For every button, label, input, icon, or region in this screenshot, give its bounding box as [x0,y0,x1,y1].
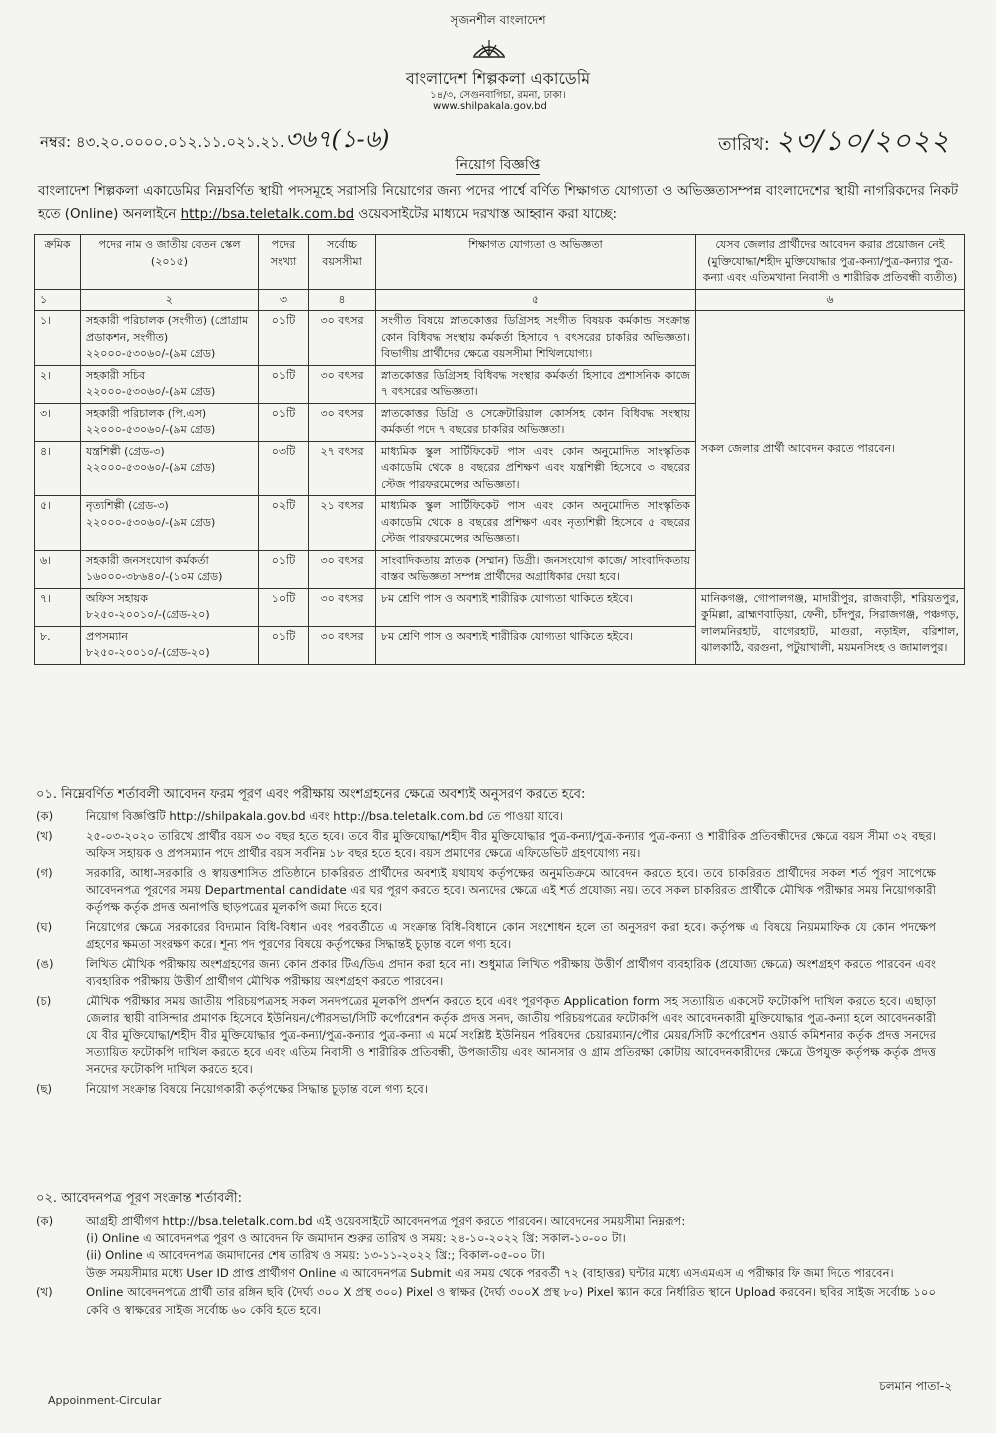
table-row: ১। সহকারী পরিচালক (সংগীত) (প্রোগ্রাম প্রডাকশন, সংগীত) ২২০০০-৫৩০৬০/-(৯ম গ্রেড) ০১টি ৩০ বৎসর সংগীত বিষয়ে স্নাতকোত্তর ডিগ্রিসহ সংগীত বিষয়ক কর্মকান্ড সংক্রান্ত কোন বিধিবদ্ধ সংস্থায় কর্মকর্তা হিসাবে ৭ বৎসরের চাকরির অভিজ্ঞতা। বিভাগীয় প্রার্থীদের ক্ষেত্রে বয়সসীমা শিথিলযোগ্য। সকল জেলার প্রার্থী আবেদন করতে পারবেন। [35,311,965,366]
memo-number-label: নম্বর: ৪৩.২০.০০০০.০১২.১১.০২১.২১. [40,133,285,151]
post-scale: ২২০০০-৫৩০৬০/-(৯ম গ্রেড) [86,461,216,474]
list-item: (ঙ) লিখিত মৌখিক পরীক্ষায় অংশগ্রহণের জন্য কোন প্রকার টিএ/ডিএ প্রদান করা হবে না। শুধুমাত্র লিখিত পরীক্ষায় উত্তীর্ণ প্রার্থীগণ ব্যবহারিক (প্রযোজ্য ক্ষেত্রে) অংশগ্রহণ করতে পারবেন এবং ব্যবহারিক পরীক্ষায় উত্তীর্ণ প্রার্থীগণ মৌখিক পরীক্ষায় অংশগ্রহণ করতে পারবেন। [36,956,936,988]
list-item: (ছ) নিয়োগ সংক্রান্ত বিষয়ে নিয়োগকারী কর্তৃপক্ষের সিদ্ধান্ত চূড়ান্ত বলে গণ্য হবে। [36,1082,428,1097]
memo-date-label: তারিখ: [718,134,770,155]
post-name: সহকারী সচিব [86,368,146,382]
table-row: ৭। অফিস সহায়ক ৮২৫০-২০০১০/-(গ্রেড-২০) ১০টি ৩০ বৎসর ৮ম শ্রেণি পাস ও অবশ্যই শারীরিক যোগ্যতা থাকিতে হইবে। মানিকগঞ্জ, গোপালগঞ্জ, মাদারীপুর, রাজবাড়ী, শরিয়তপুর, কুমিল্লা, ব্রাহ্মণবাড়িয়া, ফেনী, চাঁদপুর, সিরাজগঞ্জ, পঞ্চগড়, লালমনিরহাট, বাগেরহাট, মাগুরা, নড়াইল, বরিশাল, ঝালকাঠি, বরগুনা, পটুয়াখালী, ময়মনসিংহ ও জামালপুর। [35,588,965,626]
memo-date-handwritten: ২৩/১০/২০২২ [775,124,950,157]
posts-table [34,234,965,665]
post-scale: ২২০০০-৫৩০৬০/-(৯ম গ্রেড) [86,515,216,529]
teletalk-link[interactable]: http://bsa.teletalk.com.bd [180,207,355,222]
post-name: নৃত্যশিল্পী (গ্রেড-৩) [86,499,169,512]
table-row: ৮. প্রপসম্যান ৮২৫০-২০০১০/-(গ্রেড-২০) ০১টি ৩০ বৎসর ৮ম শ্রেণি পাস ও অবশ্যই শারীরিক যোগ্যতা থাকিতে হইবে। [35,626,965,664]
list-item: (ঘ) নিয়োগের ক্ষেত্রে সরকারের বিদ্যমান বিধি-বিধান এবং পরবর্তীতে এ সংক্রান্ত বিধি-বিধানে কোন সংশোধন হলে তা অনুসরণ করা হবে। কর্তৃপক্ষ এ বিষয়ে নিয়মমাফিক যে কোন পদক্ষেপ গ্রহণের ক্ষমতা সংরক্ষণ করে। শূন্য পদ পূরণের বিষয়ে কর্তৃপক্ষের সিদ্ধান্তই চূড়ান্ত বলে গণ্য হবে। [36,919,936,951]
list-item: (ক) আগ্রহী প্রার্থীগণ http://bsa.teletalk.com.bd এই ওয়েবসাইটে আবেদনপত্র পূরণ করতে পারবেন। আবেদনের সময়সীমা নিম্নরূপ: (i) Online এ আবেদনপত্র পূরণ ও আবেদন ফি জমাদান শুরুর তারিখ ও সময়: ২৪-১০-২০২২ খ্রি: সকাল-১০-০০ টা। (ii) Online এ আবেদনপত্র জমাদানের শেষ তারিখ ও সময়: ১৩-১১-২০২২ খ্রি:; বিকাল-০৫-০০ টা। উক্ত সময়সীমার মধ্যে User ID প্রাপ্ত প্রার্থীগণ Online এ আবেদনপত্র Submit এর সময় থেকে পরবর্তী ৭২ (বাহাত্তর) ঘন্টার মধ্যে এসএমএস এ পরীক্ষার ফি জমা দিতে পারবেন। [36,1214,894,1280]
table-row: ৩। সহকারী পরিচালক (পি.এস) ২২০০০-৫৩০৬০/-(৯ম গ্রেড) ০১টি ৩০ বৎসর স্নাতকোত্তর ডিগ্রি ও সেক্রেটারিয়াল কোর্সসহ কোন বিধিবদ্ধ সংস্থায় কর্মকর্তা পদে ৭ বছরের চাকরির অভিজ্ঞতা। [35,403,965,441]
section2-heading: ০২. আবেদনপত্র পূরণ সংক্রান্ত শর্তাবলী: [36,1191,243,1206]
section1-list [36,808,936,1101]
post-scale: ১৬০০০-৩৮৬৪০/-(১০ম গ্রেড) [86,570,223,583]
notice-title: নিয়োগ বিজ্ঞপ্তি [455,157,541,173]
academy-emblem-icon [470,36,508,60]
post-scale: ৮২৫০-২০০১০/-(গ্রেড-২০) [86,608,210,621]
districts-excluded-cell: মানিকগঞ্জ, গোপালগঞ্জ, মাদারীপুর, রাজবাড়ী, শরিয়তপুর, কুমিল্লা, ব্রাহ্মণবাড়িয়া, ফেনী, চাঁদপুর, সিরাজগঞ্জ, পঞ্চগড়, লালমনিরহাট, বাগেরহাট, মাগুরা, নড়াইল, বরিশাল, ঝালকাঠি, বরগুনা, পটুয়াখালী, ময়মনসিংহ ও জামালপুর। [696,588,965,664]
header-districts: যেসব জেলার প্রার্থীদের আবেদন করার প্রয়োজন নেই (মুক্তিযোদ্ধা/শহীদ মুক্তিযোদ্ধার পুত্র-কন্যা/পুত্র-কন্যার পুত্র-কন্যা এবং এতিমখানা নিবাসী ও শারীরিক প্রতিবন্ধী ব্যতীত) [696,235,965,290]
header-age-limit: সর্বোচ্চ বয়সসীমা [309,235,376,290]
post-name: সহকারী জনসংযোগ কর্মকর্তা [86,553,209,567]
table-row: ৪। যন্ত্রশিল্পী (গ্রেড-৩) ২২০০০-৫৩০৬০/-(৯ম গ্রেড) ০৩টি ২৭ বৎসর মাধ্যমিক স্কুল সার্টিফিকেট পাস এবং কোন অনুমোদিত সাংস্কৃতিক একাডেমি থেকে ৪ বছরের প্রশিক্ষণ এবং যন্ত্রশিল্পী হিসেবে ৩ বছরের স্টেজ পারফরমেন্সের অভিজ্ঞতা। [35,441,965,496]
table-row: ২। সহকারী সচিব ২২০০০-৫৩০৬০/-(৯ম গ্রেড) ০১টি ৩০ বৎসর স্নাতকোত্তর ডিগ্রিসহ বিধিবদ্ধ সংস্থার কর্মকর্তা হিসাবে প্রশাসনিক কাজে ৭ বৎসরের অভিজ্ঞতা। [35,365,965,403]
post-scale: ২২০০০-৫৩০৬০/-(৯ম গ্রেড) [86,385,216,398]
section1-heading: ০১. নিম্নেবর্ণিত শর্তাবলী আবেদন ফরম পূরণ এবং পরীক্ষায় অংশগ্রহনের ক্ষেত্রে অবশ্যই অনুসরণ করতে হবে: [36,787,586,802]
post-name: অফিস সহায়ক [86,591,148,605]
post-name: প্রপসম্যান [86,629,128,643]
list-item: (খ) ২৫-০৩-২০২০ তারিখে প্রার্থীর বয়স ৩০ বছর হতে হবে। তবে বীর মুক্তিযোদ্ধা/শহীদ বীর মুক্তিযোদ্ধার পুত্র-কন্যা/পুত্র-কন্যার পুত্র-কন্যা ও শারীরিক প্রতিবন্ধীদের ক্ষেত্রে বয়স সীমা ৩২ বছর। অফিস সহায়ক ও প্রপসম্যান পদে প্রার্থীর বয়স সর্বনিম্ন ১৮ বছর হতে হবে। বয়স প্রমাণের ক্ষেত্রে এফিডেভিট গ্রহণযোগ্য নয়। [36,828,936,860]
organization-name: বাংলাদেশ শিল্পকলা একাডেমি [405,69,591,88]
table-index-row: ১ ২ ৩ ৪ ৫ ৬ [35,289,965,311]
header-post-name: পদের নাম ও জাতীয় বেতন স্কেল (২০১৫) [81,235,259,290]
footer-filename: Appoinment-Circular [48,1394,162,1407]
post-scale: ২২০০০-৫৩০৬০/-(৯ম গ্রেড) [86,347,216,360]
tagline: সৃজনশীল বাংলাদেশ [450,13,546,27]
continued-page-note: চলমান পাতা-২ [879,1379,952,1393]
table-header-row [35,235,965,290]
list-item: (খ) Online আবেদনপত্রে প্রার্থী তার রঙ্গিন ছবি (দৈর্ঘ্য ৩০০ X প্রস্থ ৩০০) Pixel ও স্বাক্ষর (দৈর্ঘ্য ৩০০X প্রস্থ ৮০) Pixel স্ক্যান করে নির্ধারিত স্থানে Upload করবেন। ছবির সাইজ সর্বোচ্চ ১০০ কেবি ও স্বাক্ষরের সাইজ সর্বোচ্চ ৬০ কেবি হতে হবে। [36,1285,936,1317]
intro-paragraph: বাংলাদেশ শিল্পকলা একাডেমির নিম্নবর্ণিত স্থায়ী পদসমূহে সরাসরি নিয়োগের জন্য পদের পার্শ্বে বর্ণিত শিক্ষাগত যোগ্যতা ও অভিজ্ঞতাসম্পন্ন বাংলাদেশের স্থায়ী নাগরিকদের নিকট হতে (Online) অনলাইনে http://bsa.teletalk.com.bd ওয়েবসাইটের মাধ্যমে দরখাস্ত আহ্বান করা যাচ্ছে: [38,184,958,222]
header-post-count: পদের সংখ্যা [259,235,309,290]
post-scale: ৮২৫০-২০০১০/-(গ্রেড-২০) [86,646,210,659]
section2-list [36,1213,936,1321]
header-qualification: শিক্ষাগত যোগ্যতা ও অভিজ্ঞতা [376,235,696,290]
organization-address: ১৪/৩, সেগুনবাগিচা, রমনা, ঢাকা। [430,90,566,101]
post-scale: ২২০০০-৫৩০৬০/-(৯ম গ্রেড) [86,423,216,436]
organization-website: www.shilpakala.gov.bd [433,101,547,112]
list-item: (ক) নিয়োগ বিজ্ঞপ্তিটি http://shilpakala.gov.bd এবং http://bsa.teletalk.com.bd তে পাওয়া যাবে। [36,809,564,823]
post-name: যন্ত্রশিল্পী (গ্রেড-৩) [86,444,165,458]
memo-row [40,115,970,157]
districts-all-cell: সকল জেলার প্রার্থী আবেদন করতে পারবেন। [696,311,965,589]
list-item: (চ) মৌখিক পরীক্ষার সময় জাতীয় পরিচয়পত্রসহ সকল সনদপত্রের মূলকপি প্রদর্শন করতে হবে এবং পূরণকৃত Application form সহ সত্যায়িত একসেট ফটোকপি দাখিল করতে হবে। এছাড়া জেলার স্থায়ী বাসিন্দার প্রমাণক হিসেবে ইউনিয়ন/পৌরসভা/সিটি কর্পোরেশন কর্তৃক প্রদত্ত সনদ, জাতীয় পরিচয়পত্রের ফটোকপি এবং আবেদনকারী মুক্তিযোদ্ধার পুত্র-কন্যা হলে আবেদনকারী যে বীর মুক্তিযোদ্ধা/শহীদ বীর মুক্তিযোদ্ধার পুত্র-কন্যা/পুত্র-কন্যার পুত্র-কন্যা এ মর্মে সংশ্লিষ্ট ইউনিয়ন পরিষদের চেয়ারম্যান/পৌর মেয়র/সিটি কর্পোরেশন ওয়ার্ড কমিশনার কর্তৃক প্রদত্ত সনদের সত্যায়িত ফটোকপি দাখিল করতে হবে এবং এতিম নিবাসী ও শারীরিক প্রতিবন্ধী, উপজাতীয় এবং আনসার ও গ্রাম প্রতিরক্ষা কোটায় আবেদনকারীদের ক্ষেত্রে উপযুক্ত কর্তৃপক্ষ কর্তৃক প্রদত্ত সনদের ফটোকপি দাখিল করতে হবে। [36,993,936,1077]
memo-number-handwritten: ৩৬৭(১-৬) [284,125,390,153]
list-item: (গ) সরকারি, আধা-সরকারি ও স্বায়ত্তশাসিত প্রতিষ্ঠানে চাকরিরত প্রার্থীদের অবশ্যই যথাযথ কর্তৃপক্ষের অনুমতিক্রমে আবেদন করতে হবে। তবে চাকরিরত প্রার্থীদের সকল শর্ত পূরণ সাপেক্ষে আবেদনপত্র পূরণের সময় Departmental candidate এর ঘর পূরণ করতে হবে। অন্যদের ক্ষেত্রে এই শর্ত প্রযোজ্য নয়। তবে সকল চাকরিরত প্রার্থীকে মৌখিক পরীক্ষার সময় নিয়োগকারী কর্তৃপক্ষ কর্তৃক প্রদত্ত অনাপত্তি ছাড়পত্রের মূলকপি জমা দিতে হবে। [36,865,936,915]
post-name: সহকারী পরিচালক (সংগীত) (প্রোগ্রাম প্রডাকশন, সংগীত) [86,314,249,344]
post-name: সহকারী পরিচালক (পি.এস) [86,406,207,420]
table-row: ৬। সহকারী জনসংযোগ কর্মকর্তা ১৬০০০-৩৮৬৪০/-(১০ম গ্রেড) ০১টি ৩০ বৎসর সাংবাদিকতায় স্নাতক (সম্মান) ডিগ্রী। জনসংযোগ কাজে/ সাংবাদিকতায় বাস্তব অভিজ্ঞতা সম্পন্ন প্রার্থীদের অগ্রাধিকার দেয়া হবে। [35,550,965,588]
header-serial: ক্রমিক [35,235,81,290]
table-row: ৫। নৃত্যশিল্পী (গ্রেড-৩) ২২০০০-৫৩০৬০/-(৯ম গ্রেড) ০২টি ২১ বৎসর মাধ্যমিক স্কুল সার্টিফিকেট পাস এবং কোন অনুমোদিত সাংস্কৃতিক একাডেমি থেকে ৪ বছরের প্রশিক্ষণ এবং নৃত্যশিল্পী হিসেবে ৫ বছরের স্টেজ পারফরমেন্সের অভিজ্ঞতা। [35,496,965,551]
